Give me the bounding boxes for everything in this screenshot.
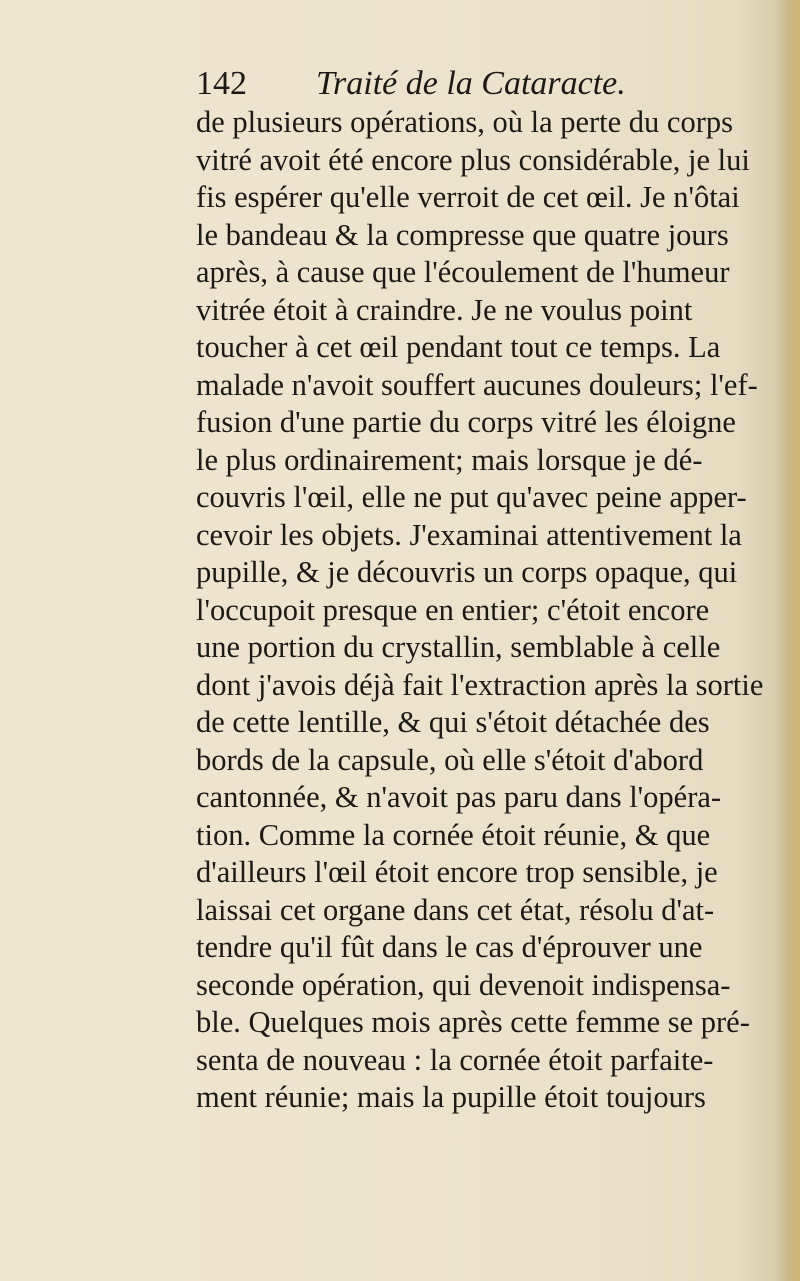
body-text	[196, 104, 776, 1117]
text-line: fis espérer qu'elle verroit de cet œil. Je n'ôtai	[196, 180, 740, 214]
text-line: cantonnée, & n'avoit pas paru dans l'opéra-	[196, 780, 722, 814]
text-line: d'ailleurs l'œil étoit encore trop sensible, je	[196, 855, 718, 889]
page-header	[196, 62, 756, 106]
text-line: une portion du crystallin, semblable à celle	[196, 630, 721, 664]
text-line: dont j'avois déjà fait l'extraction après la sortie	[196, 667, 764, 702]
text-line: senta de nouveau : la cornée étoit parfaite-	[196, 1042, 714, 1077]
page-edge	[774, 0, 800, 1281]
text-line: pupille, & je découvris un corps opaque, qui	[196, 555, 738, 589]
text-line: l'occupoit presque en entier; c'étoit encore	[196, 592, 710, 627]
text-line: le plus ordinairement; mais lorsque je dé-	[196, 442, 703, 477]
text-line: de plusieurs opérations, où la perte du corps	[196, 105, 733, 139]
text-line: couvris l'œil, elle ne put qu'avec peine apper-	[196, 480, 747, 514]
text-line: vitrée étoit à craindre. Je ne voulus point	[196, 292, 693, 327]
text-line: cevoir les objets. J'examinai attentivement la	[196, 517, 742, 552]
text-line: ment réunie; mais la pupille étoit toujours	[196, 1080, 706, 1114]
text-line: de cette lentille, & qui s'étoit détachée des	[196, 705, 710, 739]
page-number: 142	[196, 65, 247, 102]
text-line: fusion d'une partie du corps vitré les éloigne	[196, 405, 736, 439]
text-line: malade n'avoit souffert aucunes douleurs; l'ef-	[196, 367, 758, 402]
text-line: toucher à cet œil pendant tout ce temps. La	[196, 330, 721, 364]
text-line: laissai cet organe dans cet état, résolu d'at-	[196, 892, 715, 927]
text-line: après, à cause que l'écoulement de l'humeur	[196, 255, 730, 289]
text-line: vitré avoit été encore plus considérable, je lui	[196, 142, 750, 177]
text-line: tion. Comme la cornée étoit réunie, & que	[196, 817, 711, 852]
running-title: Traité de la Cataracte.	[316, 65, 626, 102]
text-line: tendre qu'il fût dans le cas d'éprouver une	[196, 930, 703, 964]
text-line: seconde opération, qui devenoit indispensa-	[196, 967, 731, 1002]
text-line: le bandeau & la compresse que quatre jours	[196, 217, 729, 252]
text-line: ble. Quelques mois après cette femme se pré-	[196, 1005, 750, 1039]
text-line: bords de la capsule, où elle s'étoit d'abord	[196, 742, 704, 777]
